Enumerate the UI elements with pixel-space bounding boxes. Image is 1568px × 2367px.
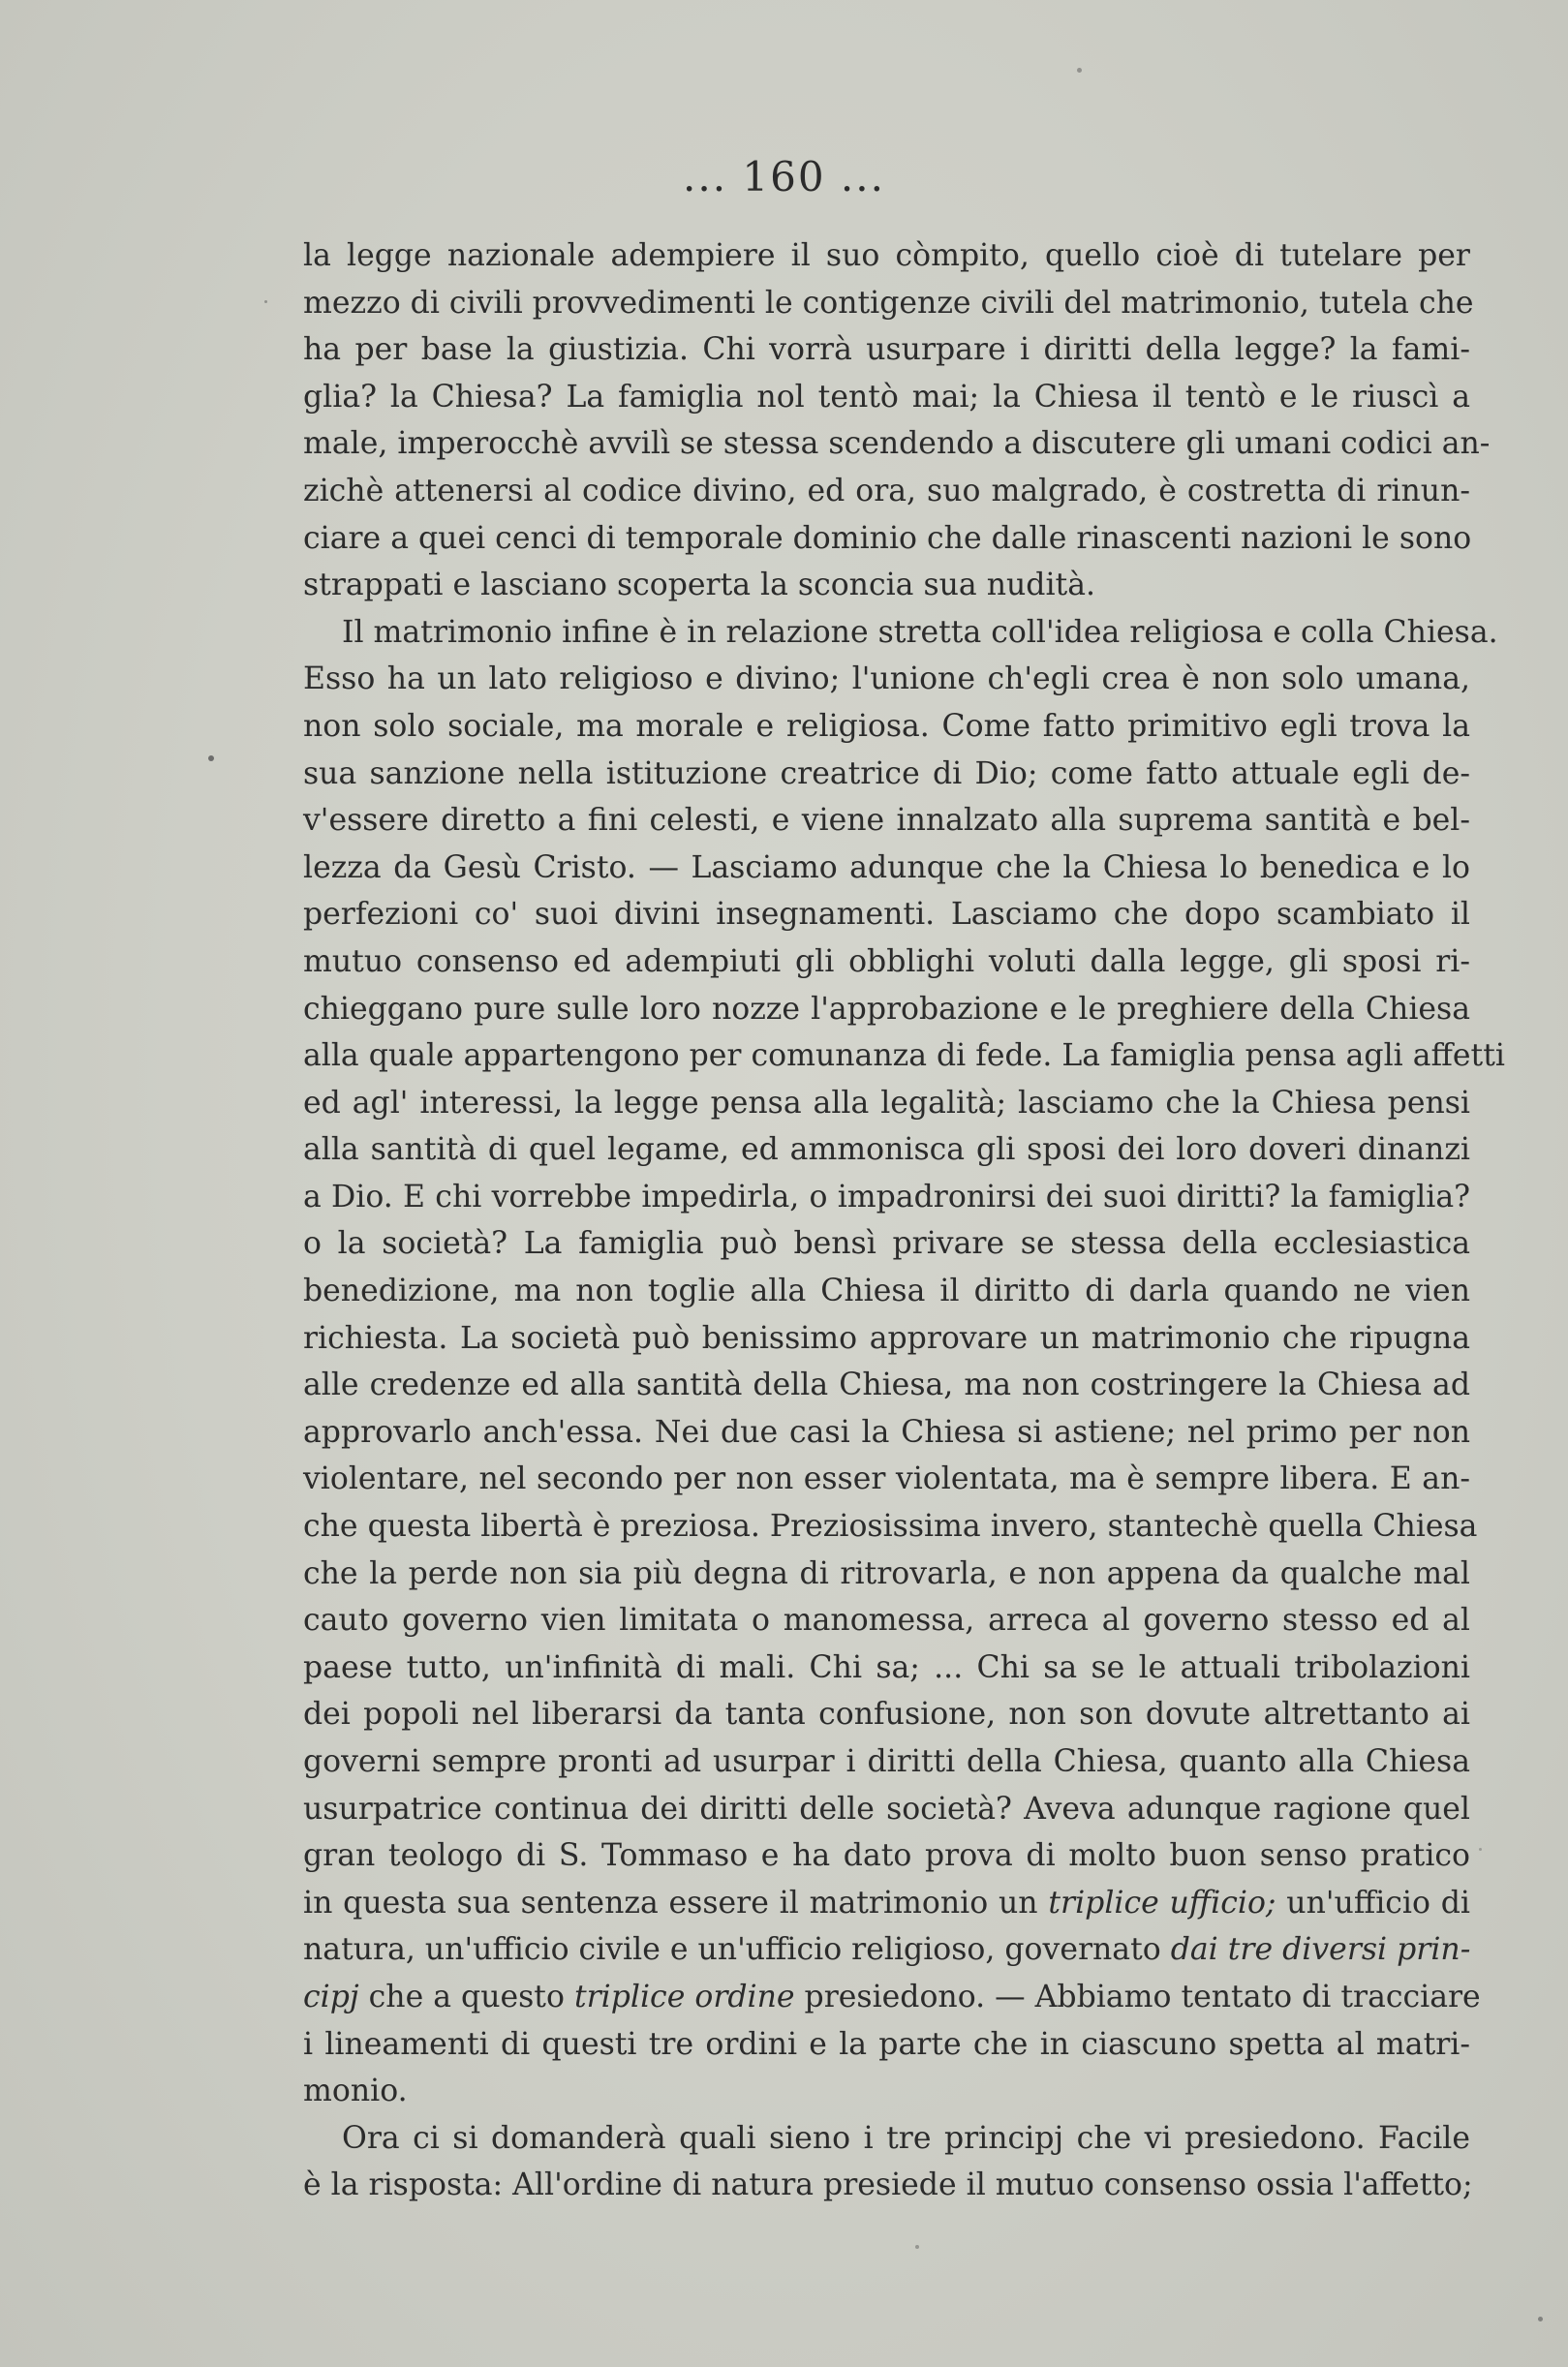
text-line: la legge nazionale adempiere il suo còmpito, quello cioè di tutelare per xyxy=(303,238,1470,273)
text-line: ciare a quei cenci di temporale dominio che dalle rinascenti nazioni le sono xyxy=(303,520,1472,556)
paper-speck xyxy=(1479,1848,1482,1851)
text-line: sua sanzione nella istituzione creatrice di Dio; come fatto attuale egli de- xyxy=(303,755,1470,791)
text-line: paese tutto, un'infinità di mali. Chi sa; ... Chi sa se le attuali tribolazioni xyxy=(303,1649,1470,1685)
text-line: è la risposta: All'ordine di natura presiede il mutuo consenso ossia l'affetto; xyxy=(303,2167,1473,2203)
text-line: usurpatrice continua dei diritti delle società? Aveva adunque ragione quel xyxy=(303,1791,1470,1827)
text-line: v'essere diretto a fini celesti, e viene innalzato alla suprema santità e bel- xyxy=(303,803,1470,839)
text-line: monio. xyxy=(303,2074,408,2109)
paper-speck xyxy=(1538,2317,1543,2321)
text-line: approvarlo anch'essa. Nei due casi la Chiesa si astiene; nel primo per non xyxy=(303,1414,1470,1450)
text-line: i lineamenti di questi tre ordini e la parte che in ciascuno spetta al matri- xyxy=(303,2026,1470,2062)
text-line: che la perde non sia più degna di ritrovarla, e non appena da qualche mal xyxy=(303,1555,1470,1591)
text-line: perfezioni co' suoi divini insegnamenti. Lasciamo che dopo scambiato il xyxy=(303,897,1470,933)
italic-phrase: triplice ordine xyxy=(573,1979,795,2014)
paper-speck xyxy=(208,755,214,761)
text-line: Ora ci si domanderà quali sieno i tre principj che vi presiedono. Facile xyxy=(342,2120,1470,2156)
text-line: chieggano pure sulle loro nozze l'approbazione e le preghiere della Chiesa xyxy=(303,991,1470,1027)
text-line xyxy=(303,1974,1481,2021)
italic-phrase: triplice ufficio; xyxy=(1048,1885,1276,1921)
text-line: strappati e lasciano scoperta la sconcia sua nudità. xyxy=(303,568,1095,603)
page-number: ... 160 ... xyxy=(683,153,885,200)
text-line: dei popoli nel liberarsi da tanta confusione, non son dovute altrettanto ai xyxy=(303,1697,1470,1733)
text-line: cauto governo vien limitata o manomessa, arreca al governo stesso ed al xyxy=(303,1603,1470,1639)
text-line: violentare, nel secondo per non esser violentata, ma è sempre libera. E an- xyxy=(303,1461,1470,1497)
text-line: zichè attenersi al codice divino, ed ora, suo malgrado, è costretta di rinun- xyxy=(303,473,1470,508)
paper-speck xyxy=(915,2245,919,2249)
text-run: in questa sua sentenza essere il matrimonio un xyxy=(303,1885,1049,1921)
text-line: glia? la Chiesa? La famiglia nol tentò mai; la Chiesa il tentò e le riuscì a xyxy=(303,379,1470,415)
text-line: ha per base la giustizia. Chi vorrà usurpare i diritti della legge? la fami- xyxy=(303,332,1470,368)
text-line: richiesta. La società può benissimo approvare un matrimonio che ripugna xyxy=(303,1320,1470,1356)
text-line: non solo sociale, ma morale e religiosa. Come fatto primitivo egli trova la xyxy=(303,708,1470,744)
text-line: mutuo consenso ed adempiuti gli obblighi voluti dalla legge, gli sposi ri- xyxy=(303,943,1470,979)
text-line: male, imperocchè avvilì se stessa scendendo a discutere gli umani codici an- xyxy=(303,426,1491,462)
text-line: mezzo di civili provvedimenti le contigenze civili del matrimonio, tutela che xyxy=(303,285,1474,321)
paper-speck xyxy=(264,300,267,303)
paper-speck xyxy=(1077,68,1082,73)
italic-phrase: dai tre diversi prin- xyxy=(1170,1932,1471,1968)
text-line xyxy=(303,1880,1470,1927)
body-text xyxy=(303,232,1505,2209)
text-line: alla quale appartengono per comunanza di fede. La famiglia pensa agli affetti xyxy=(303,1038,1505,1074)
text-line: governi sempre pronti ad usurpar i diritti della Chiesa, quanto alla Chiesa xyxy=(303,1744,1470,1779)
text-line xyxy=(303,1926,1470,1974)
italic-phrase: cipj xyxy=(303,1979,359,2014)
text-line: gran teologo di S. Tommaso e ha dato prova di molto buon senso pratico xyxy=(303,1838,1470,1874)
text-run: natura, un'ufficio civile e un'ufficio religioso, governato xyxy=(303,1932,1171,1968)
text-line: benedizione, ma non toglie alla Chiesa il diritto di darla quando ne vien xyxy=(303,1274,1470,1309)
text-line: alle credenze ed alla santità della Chiesa, ma non costringere la Chiesa ad xyxy=(303,1368,1470,1403)
text-line: Il matrimonio infine è in relazione stretta coll'idea religiosa e colla Chiesa. xyxy=(342,614,1498,650)
text-line: alla santità di quel legame, ed ammonisca gli sposi dei loro doveri dinanzi xyxy=(303,1132,1470,1168)
text-line: ed agl' interessi, la legge pensa alla legalità; lasciamo che la Chiesa pensi xyxy=(303,1085,1470,1121)
text-line: lezza da Gesù Cristo. — Lasciamo adunque che la Chiesa lo benedica e lo xyxy=(303,849,1470,885)
text-line: a Dio. E chi vorrebbe impedirla, o impadronirsi dei suoi diritti? la famiglia? xyxy=(303,1179,1470,1214)
text-run: un'ufficio di xyxy=(1276,1885,1471,1921)
text-line: Esso ha un lato religioso e divino; l'unione ch'egli crea è non solo umana, xyxy=(303,661,1470,697)
text-run: presiedono. — Abbiamo tentato di tracciare xyxy=(794,1979,1481,2014)
text-line: o la società? La famiglia può bensì privare se stessa della ecclesiastica xyxy=(303,1226,1470,1262)
text-line: che questa libertà è preziosa. Preziosissima invero, stantechè quella Chiesa xyxy=(303,1509,1478,1545)
text-run: che a questo xyxy=(358,1979,574,2014)
